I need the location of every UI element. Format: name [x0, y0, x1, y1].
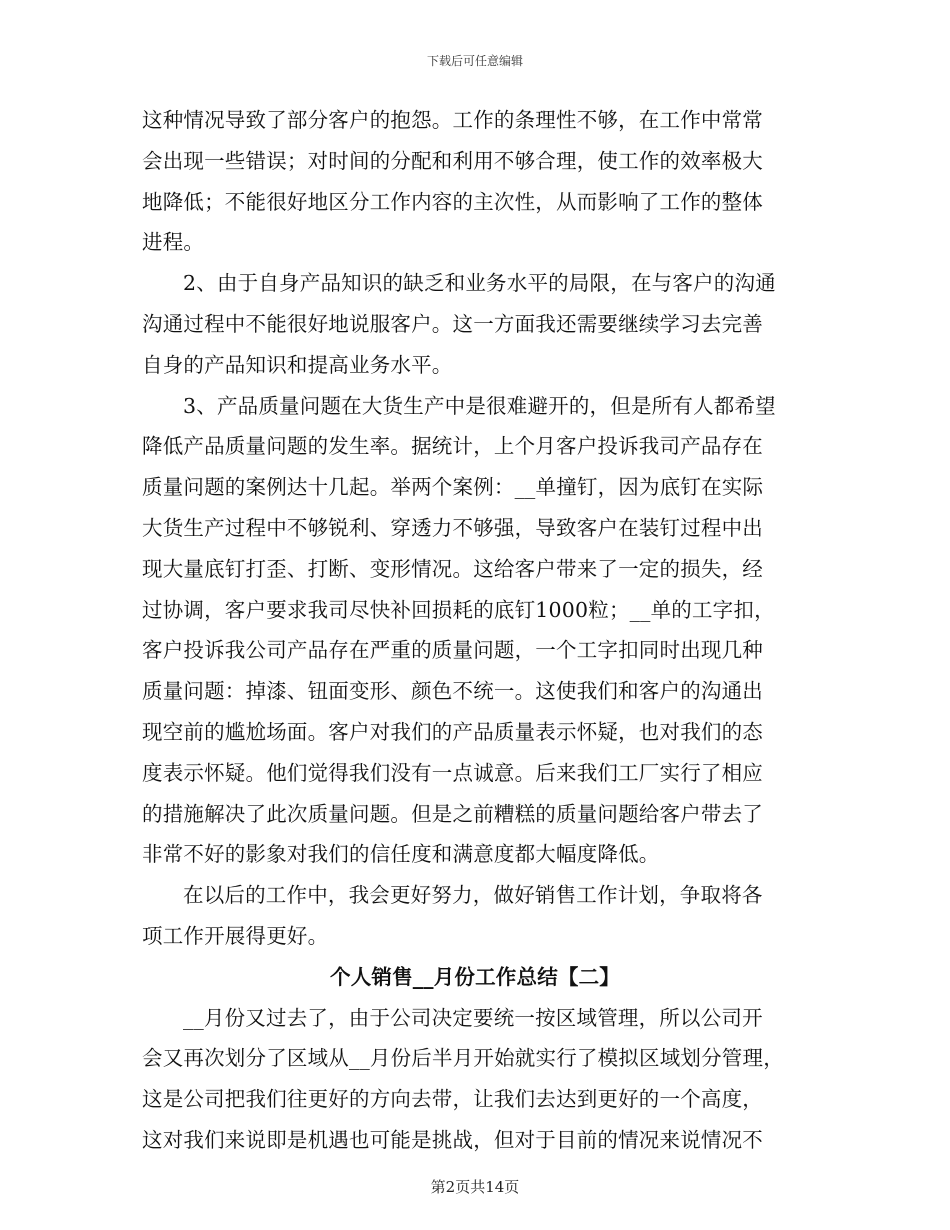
- text-line: 3、产品质量问题在大货生产中是很难避开的，但是所有人都希望: [183, 393, 776, 418]
- section-title: 个人销售__月份工作总结【二】: [330, 964, 620, 989]
- text-line: 自身的产品知识和提高业务水平。: [142, 352, 453, 377]
- page-header: 下载后可任意编辑: [426, 54, 523, 68]
- text-line: 进程。: [142, 230, 205, 255]
- text-line: 的措施解决了此次质量问题。但是之前糟糕的质量问题给客户带去了: [142, 801, 763, 826]
- text-line: 现空前的尴尬场面。客户对我们的产品质量表示怀疑，也对我们的态: [142, 719, 763, 744]
- text-line: 2、由于自身产品知识的缺乏和业务水平的局限，在与客户的沟通: [183, 271, 776, 296]
- page-footer: 第2页共14页: [430, 1178, 520, 1196]
- text-line: 降低产品质量问题的发生率。据统计，上个月客户投诉我司产品存在: [142, 434, 763, 459]
- text-line: 这对我们来说即是机遇也可能是挑战，但对于目前的情况来说情况不: [142, 1127, 763, 1152]
- text-line: 项工作开展得更好。: [142, 923, 329, 948]
- text-line: 过协调，客户要求我司尽快补回损耗的底钉1000粒；__单的工字扣，: [142, 597, 775, 622]
- document-body: [142, 100, 808, 1161]
- text-line: 在以后的工作中，我会更好努力，做好销售工作计划，争取将各: [183, 883, 763, 908]
- text-line: 客户投诉我公司产品存在严重的质量问题，一个工字扣同时出现几种: [142, 638, 763, 663]
- text-line: 会又再次划分了区域从__月份后半月开始就实行了模拟区域划分管理，: [142, 1046, 784, 1071]
- text-line: 非常不好的影象对我们的信任度和满意度都大幅度降低。: [142, 842, 660, 867]
- text-line: 会出现一些错误；对时间的分配和利用不够合理，使工作的效率极大: [142, 148, 763, 173]
- text-line: 这是公司把我们往更好的方向去带，让我们去达到更好的一个高度，: [142, 1087, 763, 1112]
- text-line: 这种情况导致了部分客户的抱怨。工作的条理性不够，在工作中常常: [142, 108, 763, 132]
- text-line: __月份又过去了，由于公司决定要统一按区域管理，所以公司开: [183, 1005, 763, 1030]
- text-line: 质量问题：掉漆、钮面变形、颜色不统一。这使我们和客户的沟通出: [142, 679, 763, 704]
- text-line: 地降低；不能很好地区分工作内容的主次性，从而影响了工作的整体: [142, 189, 763, 214]
- text-line: 大货生产过程中不够锐利、穿透力不够强，导致客户在装钉过程中出: [142, 515, 763, 540]
- text-line: 现大量底钉打歪、打断、变形情况。这给客户带来了一定的损失，经: [142, 556, 763, 581]
- text-line: 沟通过程中不能很好地说服客户。这一方面我还需要继续学习去完善: [142, 311, 763, 336]
- text-line: 度表示怀疑。他们觉得我们没有一点诚意。后来我们工厂实行了相应: [142, 760, 763, 785]
- text-line: 质量问题的案例达十几起。举两个案例：__单撞钉，因为底钉在实际: [142, 475, 764, 500]
